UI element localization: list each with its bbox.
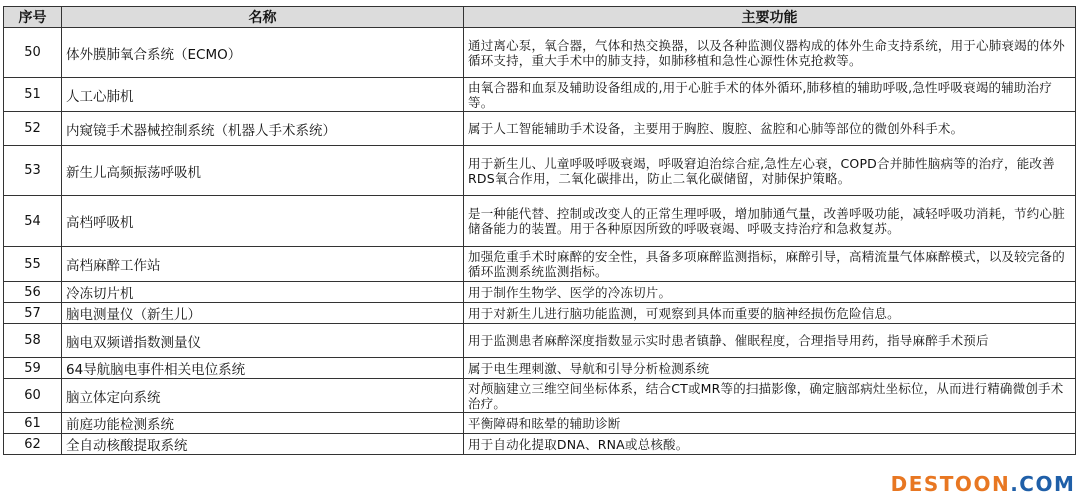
table-row: [4, 413, 1076, 434]
row-name: 前庭功能检测系统: [62, 413, 464, 434]
row-function: 对颅脑建立三维空间坐标体系，结合CT或MR等的扫描影像，确定脑部病灶坐标位，从而进行精确微创手术治疗。: [464, 379, 1076, 413]
row-name: 新生儿高频振荡呼吸机: [62, 146, 464, 196]
table-row: [4, 196, 1076, 247]
table-row: [4, 247, 1076, 282]
row-name: 人工心肺机: [62, 78, 464, 112]
row-function: 平衡障碍和眩晕的辅助诊断: [464, 413, 1076, 434]
row-function: 用于制作生物学、医学的冷冻切片。: [464, 282, 1076, 303]
row-no: 56: [4, 282, 62, 303]
table-row: [4, 146, 1076, 196]
header-name: 名称: [62, 7, 464, 28]
table-row: [4, 303, 1076, 324]
row-no: 53: [4, 146, 62, 196]
row-function: 用于新生儿、儿童呼吸呼吸衰竭，呼吸窘迫治综合症,急性左心衰，COPD合并肺性脑病等的治疗，能改善RDS氧合作用，二氧化碳排出，防止二氧化碳储留，对肺保护策略。: [464, 146, 1076, 196]
table-row: [4, 282, 1076, 303]
header-function: 主要功能: [464, 7, 1076, 28]
row-no: 59: [4, 358, 62, 379]
row-function: 属于电生理刺激、导航和引导分析检测系统: [464, 358, 1076, 379]
table-row: [4, 358, 1076, 379]
row-no: 52: [4, 112, 62, 146]
watermark-brand: DESTOON: [890, 472, 1011, 496]
table-row: [4, 78, 1076, 112]
row-name: 脑电双频谱指数测量仪: [62, 324, 464, 358]
row-name: 高档麻醉工作站: [62, 247, 464, 282]
table-row: [4, 112, 1076, 146]
row-function: 通过离心泵，氧合器，气体和热交换器，以及各种监测仪器构成的体外生命支持系统，用于心肺衰竭的体外循环支持，重大手术中的肺支持，如肺移植和急性心源性休克抢救等。: [464, 28, 1076, 78]
row-no: 60: [4, 379, 62, 413]
watermark-domain: .COM: [1010, 472, 1076, 496]
table-header-row: [4, 7, 1076, 28]
row-no: 62: [4, 434, 62, 455]
device-table: [3, 6, 1076, 455]
header-no: 序号: [4, 7, 62, 28]
row-name: 高档呼吸机: [62, 196, 464, 247]
row-no: 54: [4, 196, 62, 247]
table-row: [4, 379, 1076, 413]
row-function: 由氧合器和血泵及辅助设备组成的,用于心脏手术的体外循环,肺移植的辅助呼吸,急性呼吸衰竭的辅助治疗等。: [464, 78, 1076, 112]
row-name: 内窥镜手术器械控制系统（机器人手术系统）: [62, 112, 464, 146]
row-no: 58: [4, 324, 62, 358]
row-no: 50: [4, 28, 62, 78]
row-name: 冷冻切片机: [62, 282, 464, 303]
row-no: 57: [4, 303, 62, 324]
row-name: 脑立体定向系统: [62, 379, 464, 413]
table-row: [4, 28, 1076, 78]
row-name: 全自动核酸提取系统: [62, 434, 464, 455]
row-name: 64导航脑电事件相关电位系统: [62, 358, 464, 379]
row-function: 用于对新生儿进行脑功能监测，可观察到具体而重要的脑神经损伤危险信息。: [464, 303, 1076, 324]
row-name: 脑电测量仪（新生儿）: [62, 303, 464, 324]
destoon-watermark: [888, 470, 1078, 498]
row-function: 用于监测患者麻醉深度指数显示实时患者镇静、催眠程度，合理指导用药，指导麻醉手术预后: [464, 324, 1076, 358]
table-row: [4, 434, 1076, 455]
row-no: 55: [4, 247, 62, 282]
row-no: 51: [4, 78, 62, 112]
row-function: 用于自动化提取DNA、RNA或总核酸。: [464, 434, 1076, 455]
table-row: [4, 324, 1076, 358]
row-function: 是一种能代替、控制或改变人的正常生理呼吸，增加肺通气量，改善呼吸功能，减轻呼吸功消耗，节约心脏储备能力的装置。用于各种原因所致的呼吸衰竭、呼吸支持治疗和急救复苏。: [464, 196, 1076, 247]
row-function: 属于人工智能辅助手术设备，主要用于胸腔、腹腔、盆腔和心肺等部位的微创外科手术。: [464, 112, 1076, 146]
row-no: 61: [4, 413, 62, 434]
row-name: 体外膜肺氧合系统（ECMO）: [62, 28, 464, 78]
row-function: 加强危重手术时麻醉的安全性，具备多项麻醉监测指标，麻醉引导，高精流量气体麻醉模式，以及较完备的循环监测系统监测指标。: [464, 247, 1076, 282]
